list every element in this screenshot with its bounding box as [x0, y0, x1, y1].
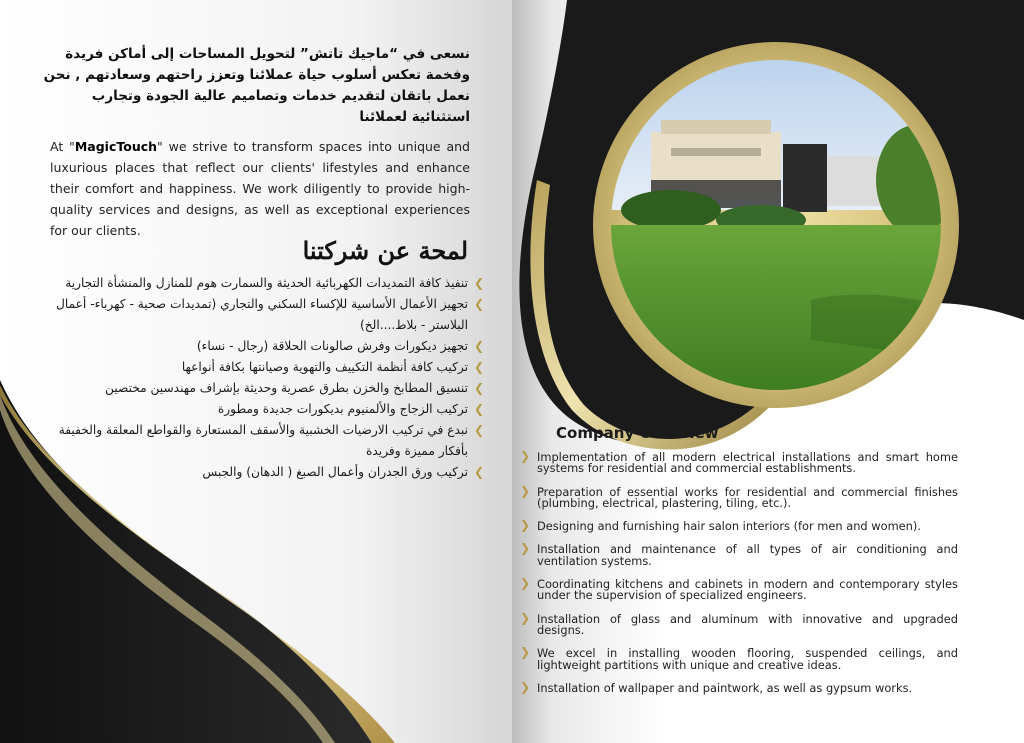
list-item: ❯ Coordinating kitchens and cabinets in modern and contemporary styles under the supervision of specialized engineers. — [520, 576, 958, 603]
chevron-bullet-icon: ❯ — [473, 423, 484, 437]
list-item: ❯ We excel in installing wooden flooring, suspended ceilings, and lightweight partitions with unique and creative ideas. — [520, 645, 958, 672]
list-item: ❯ نبدع في تركيب الارضيات الخشبية والأسقف المستعارة والقواطع المعلقة والخفيفة بأفكار مميزة وفريدة — [44, 420, 484, 462]
chevron-bullet-icon: ❯ — [473, 276, 484, 290]
intro-prefix: At " — [50, 139, 75, 154]
chevron-bullet-icon: ❯ — [520, 679, 531, 694]
photo-frame-ring — [593, 42, 959, 408]
chevron-bullet-icon: ❯ — [520, 483, 531, 498]
garden-illustration — [611, 60, 941, 390]
list-item: ❯ Preparation of essential works for residential and commercial finishes (plumbing, electrical, plastering, tiling, etc.). — [520, 483, 958, 511]
intro-suffix: " we strive to transform spaces into unique and luxurious places that reflect our clients' lifestyles and enhance their comfort and happiness. We work diligently to provide high-quality services and designs, as well as exceptional experiences for our clients. — [50, 139, 470, 238]
list-item: ❯ Implementation of all modern electrical installations and smart home systems for residential and commercial establishments. — [520, 449, 958, 476]
chevron-bullet-icon: ❯ — [520, 645, 531, 660]
chevron-bullet-icon: ❯ — [473, 339, 484, 353]
list-item: ❯ تركيب الزجاج والألمنيوم بديكورات جديدة ومطورة — [44, 399, 484, 420]
company-overview-title: Company Overview — [556, 424, 719, 442]
heading-arabic: لمحة عن شركتنا — [302, 236, 468, 265]
list-item: ❯ تجهيز ديكورات وفرش صالونات الحلاقة (رجال - نساء) — [44, 336, 484, 357]
chevron-bullet-icon: ❯ — [520, 576, 531, 591]
villa-roof — [661, 120, 771, 134]
chevron-bullet-icon: ❯ — [473, 381, 484, 395]
list-item: ❯ Installation of wallpaper and paintwork, as well as gypsum works. — [520, 679, 913, 695]
services-list-english — [520, 449, 958, 706]
chevron-bullet-icon: ❯ — [520, 610, 531, 625]
chevron-bullet-icon: ❯ — [520, 518, 531, 533]
villa-windows — [671, 148, 761, 156]
list-item: ❯ تركيب كافة أنظمة التكييف والتهوية وصيانتها بكافة أنواعها — [44, 357, 484, 378]
chevron-bullet-icon: ❯ — [473, 297, 484, 311]
intro-arabic: نسعى في “ماجيك تاتش” لتحويل المساحات إلى أماكن فريدة وفخمة تعكس أسلوب حياة عملائنا وتعزز راحتهم وسعادتهم , نحن نعمل باتقان لتقديم خدمات وتصاميم عالية الجودة وتجارب استثنائية لعملائنا — [43, 46, 470, 125]
intro-english — [50, 136, 470, 241]
chevron-bullet-icon: ❯ — [473, 360, 484, 374]
list-item: ❯ تنفيذ كافة التمديدات الكهربائية الحديثة والسمارت هوم للمنازل والمنشأة التجارية — [44, 273, 484, 294]
black-gate — [783, 144, 827, 212]
chevron-bullet-icon: ❯ — [473, 465, 484, 479]
villa-garden-photo — [611, 60, 941, 390]
list-item: ❯ Installation and maintenance of all types of air conditioning and ventilation systems. — [520, 541, 958, 568]
shrub — [621, 190, 721, 230]
list-item: ❯ تركيب ورق الجدران وأعمال الصبغ ( الدهان) والجبس — [44, 462, 484, 483]
services-list-arabic — [44, 273, 484, 483]
chevron-bullet-icon: ❯ — [520, 541, 531, 556]
list-item: ❯ Designing and furnishing hair salon interiors (for men and women). — [520, 518, 921, 534]
chevron-bullet-icon: ❯ — [473, 402, 484, 416]
brand-name: MagicTouch — [74, 139, 158, 154]
chevron-bullet-icon: ❯ — [520, 449, 531, 463]
list-item: ❯ تنسيق المطابخ والخزن بطرق عصرية وحديثة بإشراف مهندسين مختصين — [44, 378, 484, 399]
list-item: ❯ Installation of glass and aluminum with innovative and upgraded designs. — [520, 610, 958, 638]
list-item: ❯ تجهيز الأعمال الأساسية للإكساء السكني والتجاري (تمديدات صحية - كهرباء- أعمال البلاستر - بلاط....الخ) — [44, 294, 484, 336]
